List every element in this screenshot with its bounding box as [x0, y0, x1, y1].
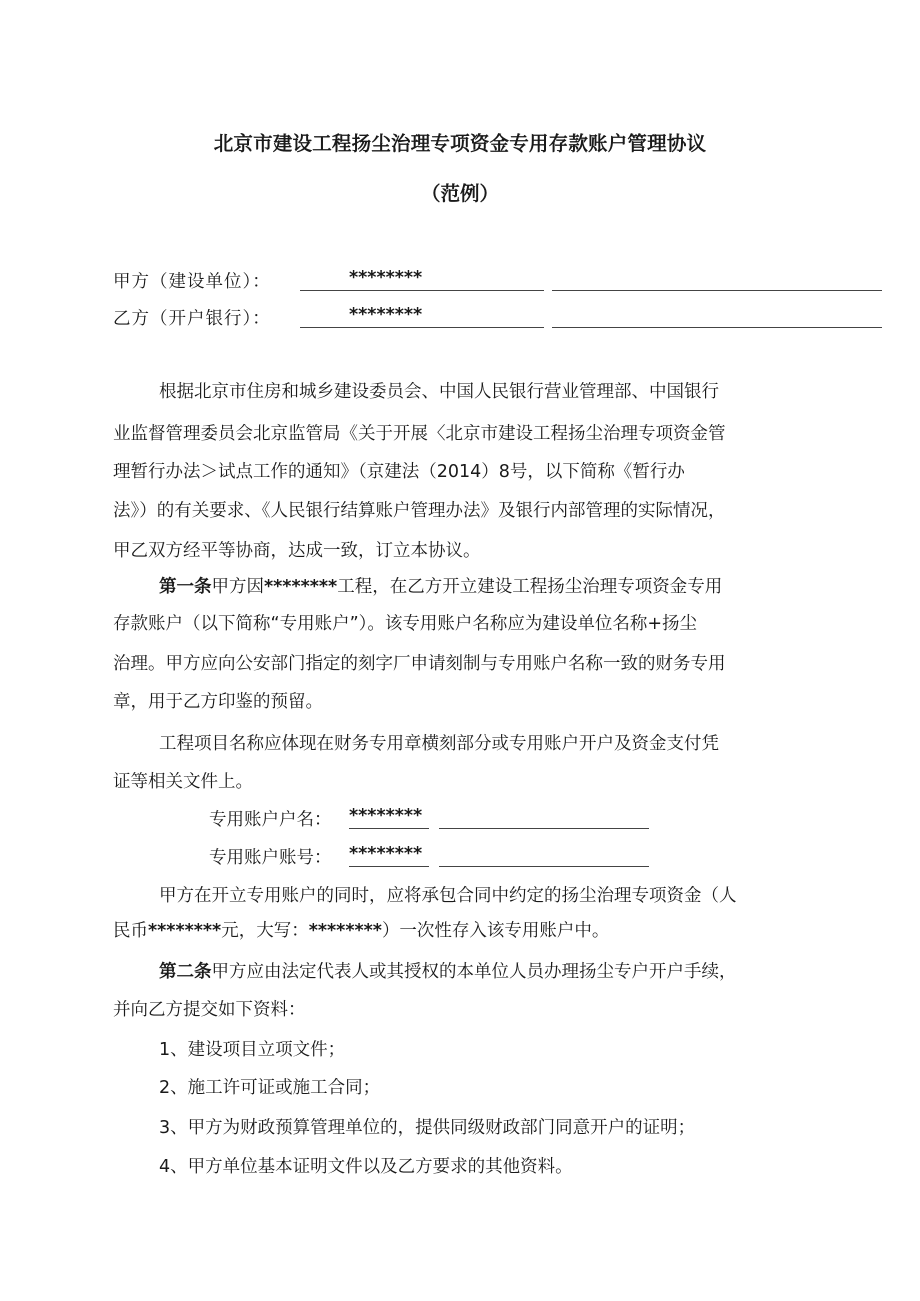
document-title: 北京市建设工程扬尘治理专项资金专用存款账户管理协议 — [213, 132, 707, 155]
party-a-value: ******** — [349, 268, 423, 288]
list-item: 1、建设项目立项文件； — [159, 1040, 346, 1060]
project-name-mask: ******** — [264, 577, 338, 597]
list-item: 3、甲方为财政预算管理单位的，提供同级财政部门同意开户的证明； — [159, 1118, 696, 1138]
article-2-line-1: 第二条甲方应由法定代表人或其授权的本单位人员办理扬尘专户开户手续， — [159, 962, 737, 982]
article-1-label: 第一条 — [159, 577, 212, 597]
intro-line: 业监督管理委员会北京监管局《关于开展〈北京市建设工程扬尘治理专项资金管 — [113, 424, 726, 444]
party-b-label: 乙方（开户银行）： — [113, 309, 271, 329]
deposit-line-1: 甲方在开立专用账户的同时，应将承包合同中约定的扬尘治理专项资金（人 — [159, 886, 737, 906]
party-a-label: 甲方（建设单位）： — [113, 272, 271, 292]
intro-line: 法》）的有关要求、《人民银行结算账户管理办法》及银行内部管理的实际情况， — [113, 501, 726, 521]
list-item: 4、甲方单位基本证明文件以及乙方要求的其他资料。 — [159, 1157, 573, 1177]
account-no-value: ******** — [349, 844, 423, 864]
party-b-value: ******** — [349, 305, 423, 325]
article-1-line: 存款账户（以下简称“专用账户”）。该专用账户名称应为建设单位名称+扬尘 — [113, 614, 698, 634]
deposit-line-2: 民币********元，大写：********）一次性存入该专用账户中。 — [113, 921, 610, 941]
article-1-line-1: 第一条甲方因********工程，在乙方开立建设工程扬尘治理专项资金专用 — [159, 577, 723, 597]
list-item: 2、施工许可证或施工合同； — [159, 1078, 381, 1098]
account-name-value: ******** — [349, 806, 423, 826]
intro-line: 甲乙双方经平等协商，达成一致，订立本协议。 — [113, 541, 481, 561]
amount-words-mask: ******** — [308, 921, 382, 941]
project-note-line: 工程项目名称应体现在财务专用章横刻部分或专用账户开户及资金支付凭 — [159, 734, 719, 754]
document-subtitle: （范例） — [420, 182, 499, 205]
article-2-label: 第二条 — [159, 962, 212, 982]
account-no-label: 专用账户账号： — [209, 848, 332, 868]
article-1-line: 章，用于乙方印鉴的预留。 — [113, 692, 323, 712]
intro-line: 根据北京市住房和城乡建设委员会、中国人民银行营业管理部、中国银行 — [159, 382, 719, 402]
account-name-label: 专用账户户名： — [209, 810, 332, 830]
project-note-line: 证等相关文件上。 — [113, 772, 253, 792]
article-1-line: 治理。甲方应向公安部门指定的刻字厂申请刻制与专用账户名称一致的财务专用 — [113, 654, 726, 674]
amount-mask: ******** — [148, 921, 222, 941]
article-2-line-2: 并向乙方提交如下资料： — [113, 1000, 306, 1020]
intro-line: 理暂行办法＞试点工作的通知》（京建法（2014）8号，以下简称《暂行办 — [113, 462, 685, 482]
